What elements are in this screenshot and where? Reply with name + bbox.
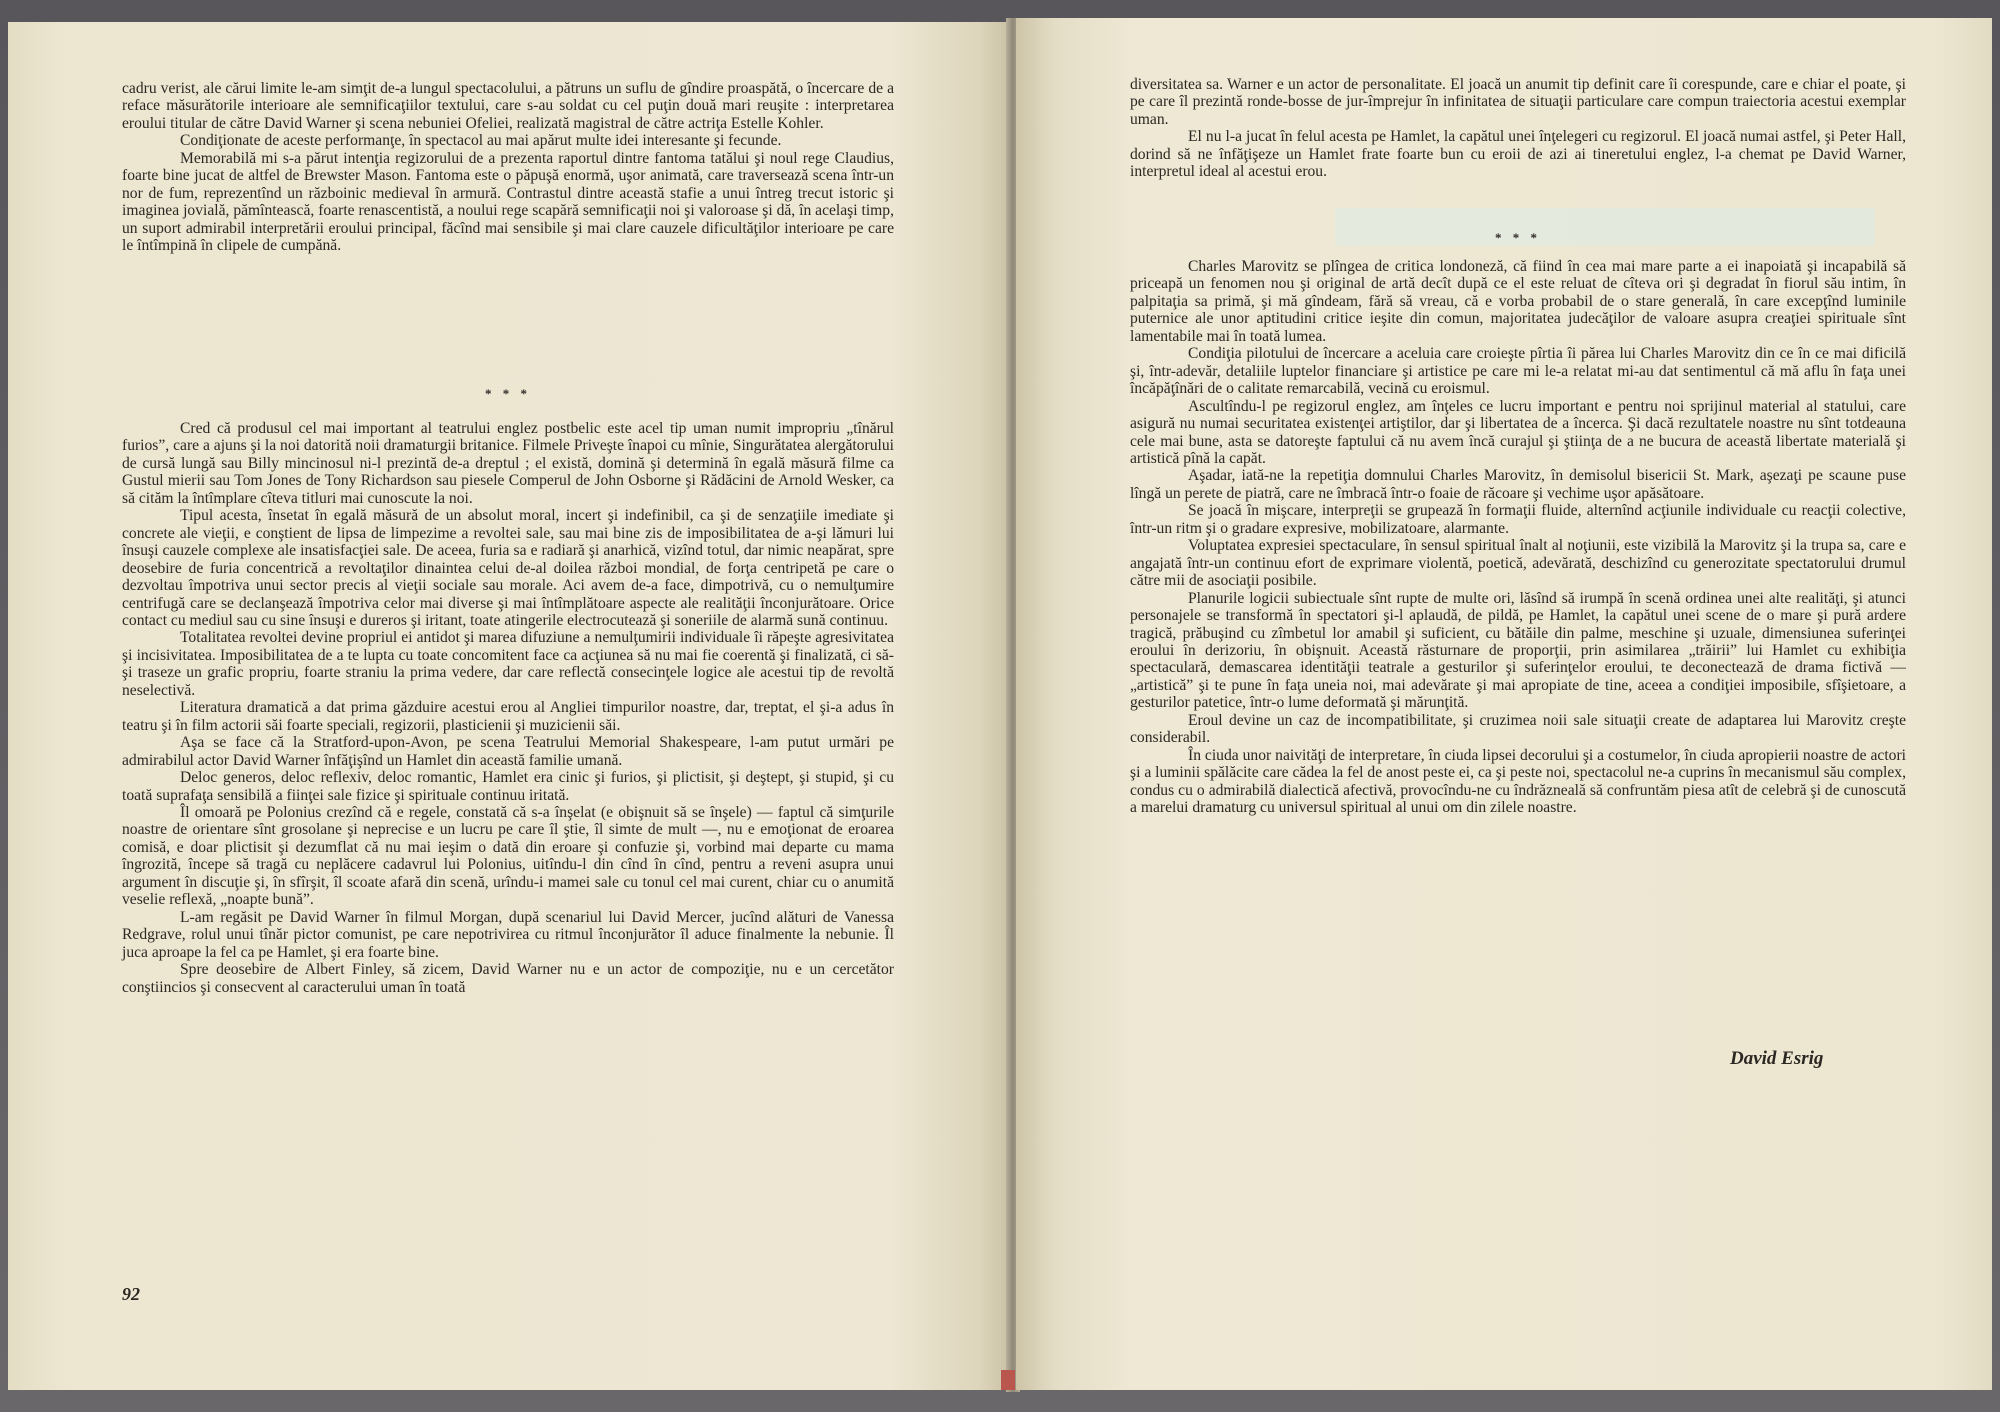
paragraph: Totalitatea revoltei devine propriul ei antidot şi marea difuziune a nemulţumirii individuale îi răpeşte agresivitatea şi incisivitatea. Imposibilitatea de a te lupta cu toate concomitent face ca acţiunea să nu mai fie coerentă şi finalizată, ci să-şi traseze un grafic propriu, foarte straniu la prima vedere, dar care reflectă consecinţele logice ale acestui tip de revoltă neselectivă. [122,629,894,699]
paragraph: Eroul devine un caz de incompatibilitate, şi cruzimea noii sale situaţii create de adaptarea lui Marovitz creşte considerabil. [1130,711,1906,747]
paragraph: Aşadar, iată-ne la repetiţia domnului Charles Marovitz, în demisolul bisericii St. Mark, aşezaţi pe scaune puse lîngă un perete de piatră, care ne îmbracă într-o foaie de răcoare şi vechime uşor apăsătoare. [1130,467,1906,502]
spine-edge [1001,1370,1015,1390]
paragraph: Ascultîndu-l pe regizorul englez, am înţeles ce lucru important e pentru noi sprijinul material al statului, care asigură nu numai securitatea existenţei artiştilor, dar şi libertatea de a încerca. Şi dacă rezultatele noastre nu sînt totdeauna cele mai bune, asta se datoreşte faptului că nu avem încă curajul şi ştiinţa de a ne bucura de această libertate materială şi artistică pînă la capăt. [1130,397,1906,467]
paragraph: Îl omoară pe Polonius crezînd că e regele, constată că s-a înşelat (e obişnuit să se înşele) — faptul că simţurile noastre de orientare sînt grosolane şi neprecise e un lucru pe care îl ştie, îl simte de mult —, nu e emoţionat de eroarea comisă, e doar plictisit şi dezumflat că nu mai ieşim o dată din eroare şi confuzie şi, vorbind mai departe cu mama îngrozită, începe să tragă cu neplăcere cadavrul lui Polonius, uitîndu-l din cînd în cînd, pentru a reveni asupra unui argument în discuţie şi, în sfîrşit, îl scoate afară din scenă, urîndu-i mamei sale cu tonul cel mai curent, chiar cu o anumită veselie reflexă, „noapte bună”. [122,803,894,909]
paragraph: În ciuda unor naivităţi de interpretare, în ciuda lipsei decorului şi a costumelor, în ciuda apropierii noastre de actori şi a luminii spălăcite care cădea la fel de anost peste ei, ca şi peste noi, spectacolul ne-a cuprins în mecanismul său complex, condus cu o admirabilă dialectică afectivă, provocîndu-ne cu îndrăzneală să confruntăm piesa atît de celebră şi de cunoscută a marelui dramaturg cu universul spiritual al unui om din zilele noastre. [1130,746,1906,817]
author-signature: David Esrig [1730,1048,1824,1069]
paragraph: Aşa se face că la Stratford-upon-Avon, pe scena Teatrului Memorial Shakespeare, l-am putut urmări pe admirabilul actor David Warner înfăţişînd un Hamlet din această familie umană. [122,734,894,769]
paragraph: Tipul acesta, însetat în egală măsură de un absolut moral, incert şi indefinibil, ca şi de senzaţiile imediate şi concrete ale vieţii, e conştient de lipsa de limpezime a revoltei sale, sau mai bine zis de imposibilitatea de a-şi lămuri lui însuşi cauzele complexe ale insatisfacţiei sale. De aceea, furia sa e radiară şi anarhică, vizînd totul, dar nimic neapărat, spre deosebire de furia concentrică a revoltaţilor dinaintea celui de-al doilea război mondial, de forţa centripetă pe care o dezvoltau împotriva unui sector precis al vieţii sociale sau morale. Aci avem de-a face, dimpotrivă, cu o nemulţumire centrifugă care se declanşează împotriva celor mai diverse şi mai întîmplătoare aspecte ale realităţii înconjurătoare. Orice contact cu mediul sau cu sine însuşi e dureros şi iritant, toate atingerile electrocutează şi soneriile de alarmă sună continuu. [122,507,894,629]
left-column-top [122,80,894,255]
right-column-bottom [1130,258,1906,817]
paragraph: L-am regăsit pe David Warner în filmul Morgan, după scenariul lui David Mercer, jucînd alături de Vanessa Redgrave, rolul unui tînăr pictor comunist, pe care nepotrivirea cu ritmul înconjurător îl aduce finalmente la nebunie. Îl juca aproape la fel ca pe Hamlet, şi era foarte bine. [122,908,894,961]
paragraph: Literatura dramatică a dat prima găzduire acestui erou al Angliei timpurilor noastre, dar, treptat, el şi-a adus în teatru şi în film actorii săi foarte speciali, regizorii, plasticienii şi muzicienii săi. [122,699,894,734]
section-separator: * * * [485,386,531,401]
page-number: 92 [122,1284,140,1304]
paragraph: El nu l-a jucat în felul acesta pe Hamlet, la capătul unei înţelegeri cu regizorul. El joacă numai astfel, şi Peter Hall, dorind să ne înfăţişeze un Hamlet frate foarte bun cu eroii de azi ai tineretului englez, l-a chemat pe David Warner, interpretul ideal al acestui erou. [1130,128,1906,181]
paragraph: cadru verist, ale cărui limite le-am simţit de-a lungul spectacolului, a pătruns un suflu de gîndire proaspătă, o încercare de a reface măsurătorile interioare ale semnificaţiilor textului, care s-au soldat cu cel puţin două mari reuşite : interpretarea eroului titular de către David Warner şi scena nebuniei Ofeliei, realizată magistral de către actriţa Estelle Kohler. [122,80,894,132]
section-separator: * * * [1495,230,1541,245]
paragraph: Memorabilă mi s-a părut intenţia regizorului de a prezenta raportul dintre fantoma tatălui şi noul rege Claudius, foarte bine jucat de altfel de Brewster Mason. Fantoma este o păpuşă enormă, uşor animată, care traversează scena într-un nor de fum, reprezentînd un războinic medieval în armură. Contrastul dintre această stafie a unui întreg trecut istoric şi imaginea jovială, pămîntească, foarte renascentistă, a noului rege scapără semnificaţii noi şi valoroase şi dă, în acelaşi timp, un suport admirabil interpretării eroului principal, făcînd mai sensibile şi mai clare cauzele dificultăţilor interioare pe care le întîmpină în clipele de cumpănă. [122,149,894,255]
paragraph: Planurile logicii subiectuale sînt rupte de multe ori, lăsînd să irumpă în scenă ordinea unei alte realităţi, şi atunci personajele se transformă în spectatori şi-l aplaudă, de pildă, pe Hamlet, la capătul unei scene de o mare şi pură ardere tragică, prăbuşind cu zîmbetul lor amabil şi suficient, cu bătăile din palme, meschine şi uzuale, dimensiunea suferinţei eroului în derizoriu, în obişnuit. Această răsturnare de proporţii, prin asimilarea „trăirii” lui Hamlet cu exhibiţia spectaculară, demascarea identităţii teatrale a gesturilor şi suferinţelor eroului, te deconectează de drama fictivă — „artistică” şi te pune în faţa uneia noi, mai adevărate şi mai apropiate de tine, aceea a condiţiei imposibile, sfîşietoare, a gesturilor patetice, într-o lume deformată şi mărunţită. [1130,589,1906,712]
paragraph: Voluptatea expresiei spectaculare, în sensul spiritual înalt al noţiunii, este vizibilă la Marovitz şi la trupa sa, care e angajată într-un continuu efort de exprimare violentă, poetică, adevărată, deschizînd cu generozitate spectatorului drumul către mii de asociaţii posibile. [1130,537,1906,590]
paragraph: Charles Marovitz se plîngea de critica londoneză, că fiind în cea mai mare parte a ei inapoiată şi incapabilă să priceapă un fenomen nou şi original de artă decît după ce el este reluat de cîteva ori şi degradat în fiorul său intim, în palpitaţia sa primă, şi mă gîndeam, fără să vreau, că e vorba probabil de o stare generală, în care excepţînd luminile puternice ale unor aptitudini critice ieşite din comun, majoritatea judecăţilor de valoare asupra creaţiei spirituale sînt lamentabile mai în toată lumea. [1130,258,1906,345]
right-column-top [1130,76,1906,181]
paragraph: Spre deosebire de Albert Finley, să zicem, David Warner nu e un actor de compoziţie, nu e un cercetător conştiincios şi consecvent al caracterului uman în toată [122,961,894,996]
paragraph: diversitatea sa. Warner e un actor de personalitate. El joacă un anumit tip definit care îi corespunde, care e chiar el poate, şi pe care îl prezintă ronde-bosse de jur-împrejur în infinitatea de situaţii particulare care compun traiectoria acestui exemplar uman. [1130,76,1906,128]
paragraph: Condiţia pilotului de încercare a aceluia care croieşte pîrtia îi părea lui Charles Marovitz din ce în ce mai dificilă şi, într-adevăr, detaliile luptelor financiare şi artistice pe care mi le-a relatat mi-au dat sentimentul că mă aflu în faţa unei încăpăţînări de o calitate remarcabilă, vecină cu eroismul. [1130,345,1906,398]
left-column-bottom [122,420,894,996]
paragraph: Deloc generos, deloc reflexiv, deloc romantic, Hamlet era cinic şi furios, şi plictisit, şi deştept, şi stupid, şi cu toată suprafaţa sensibilă a fiinţei sale fizice şi spirituale continuu iritată. [122,769,894,804]
paragraph: Se joacă în mişcare, interpreţii se grupează în formaţii fluide, alternînd acţiunile individuale cu reacţii colective, într-un ritm şi o gradare expresive, mobilizatoare, alarmante. [1130,502,1906,537]
paragraph: Cred că produsul cel mai important al teatrului englez postbelic este acel tip uman numit impropriu „tînărul furios”, care a ajuns şi la noi datorită noii dramaturgii britanice. Filmele Priveşte înapoi cu mînie, Singurătatea alergătorului de cursă lungă sau Billy mincinosul ni-l prezintă de-a dreptul ; el există, domină şi determină în egală măsură filme ca Gustul mierii sau Tom Jones de Tony Richardson sau piesele Comperul de John Osborne şi Rădăcini de Arnold Wesker, ca să cităm la întîmplare cîteva titluri mai cunoscute la noi. [122,420,894,507]
paragraph: Condiţionate de aceste performanţe, în spectacol au mai apărut multe idei interesante şi fecunde. [180,132,782,150]
